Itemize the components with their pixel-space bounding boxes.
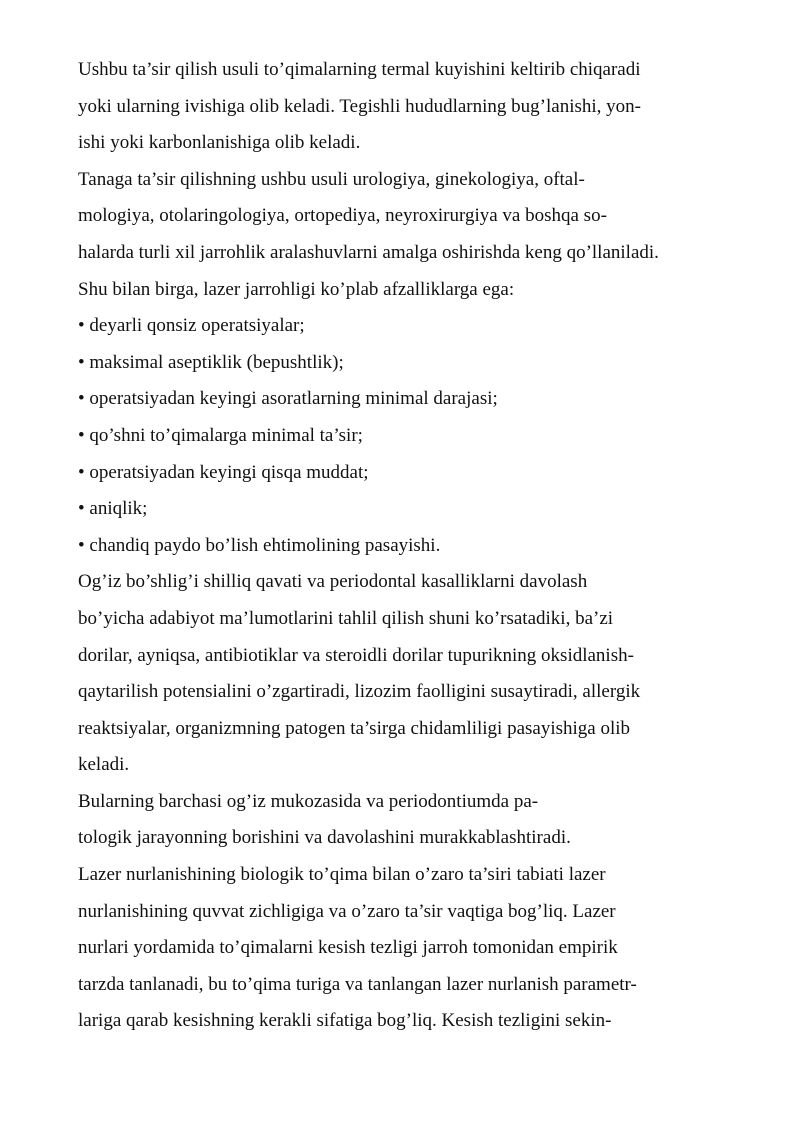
text-line: dorilar, ayniqsa, antibiotiklar va steroidli dorilar tupurikning oksidlanish- bbox=[78, 644, 634, 666]
bullet-item: • deyarli qonsiz operatsiyalar; bbox=[78, 315, 305, 337]
text-line: tarzda tanlanadi, bu to’qima turiga va tanlangan lazer nurlanish parametr- bbox=[78, 973, 637, 995]
text-line: Ushbu ta’sir qilish usuli to’qimalarning termal kuyishini keltirib chiqaradi bbox=[78, 59, 641, 80]
bullet-item: • operatsiyadan keyingi asoratlarning minimal darajasi; bbox=[78, 388, 498, 410]
bullet-item: • aniqlik; bbox=[78, 498, 148, 520]
text-line: bo’yicha adabiyot ma’lumotlarini tahlil qilish shuni ko’rsatadiki, ba’zi bbox=[78, 607, 614, 629]
text-line: nurlanishining quvvat zichligiga va o’zaro ta’sir vaqtiga bog’liq. Lazer bbox=[78, 900, 616, 922]
text-line: lariga qarab kesishning kerakli sifatiga bog’liq. Kesish tezligini sekin- bbox=[78, 1010, 612, 1032]
text-line: keladi. bbox=[78, 754, 130, 776]
text-line: Tanaga ta’sir qilishning ushbu usuli urologiya, ginekologiya, oftal- bbox=[78, 168, 585, 190]
text-line: nurlari yordamida to’qimalarni kesish tezligi jarroh tomonidan empirik bbox=[78, 937, 618, 959]
text-line: yoki ularning ivishiga olib keladi. Tegishli hududlarning bug’lanishi, yon- bbox=[78, 95, 641, 117]
text-line: Lazer nurlanishining biologik to’qima bilan o’zaro ta’siri tabiati lazer bbox=[78, 864, 606, 886]
text-line: qaytarilish potensialini o’zgartiradi, lizozim faolligini susaytiradi, allergik bbox=[78, 681, 641, 703]
text-line: Shu bilan birga, lazer jarrohligi ko’plab afzalliklarga ega: bbox=[78, 278, 515, 300]
text-line: tologik jarayonning borishini va davolashini murakkablashtiradi. bbox=[78, 827, 571, 849]
text-line: Og’iz bo’shlig’i shilliq qavati va periodontal kasalliklarni davolash bbox=[78, 571, 588, 593]
bullet-item: • operatsiyadan keyingi qisqa muddat; bbox=[78, 461, 369, 483]
bullet-item: • qo’shni to’qimalarga minimal ta’sir; bbox=[78, 424, 363, 446]
bullet-item: • chandiq paydo bo’lish ehtimolining pasayishi. bbox=[78, 534, 441, 556]
text-line: halarda turli xil jarrohlik aralashuvlarni amalga oshirishda keng qo’llaniladi. bbox=[78, 241, 659, 263]
text-line: ishi yoki karbonlanishiga olib keladi. bbox=[78, 132, 361, 154]
text-line: mologiya, otolaringologiya, ortopediya, neyroxirurgiya va boshqa so- bbox=[78, 205, 607, 227]
text-line: reaktsiyalar, organizmning patogen ta’sirga chidamliligi pasayishiga olib bbox=[78, 717, 631, 739]
text-line: Bularning barchasi og’iz mukozasida va periodontiumda pa- bbox=[78, 790, 539, 812]
bullet-item: • maksimal aseptiklik (bepushtlik); bbox=[78, 351, 344, 373]
document-page bbox=[78, 52, 748, 1040]
